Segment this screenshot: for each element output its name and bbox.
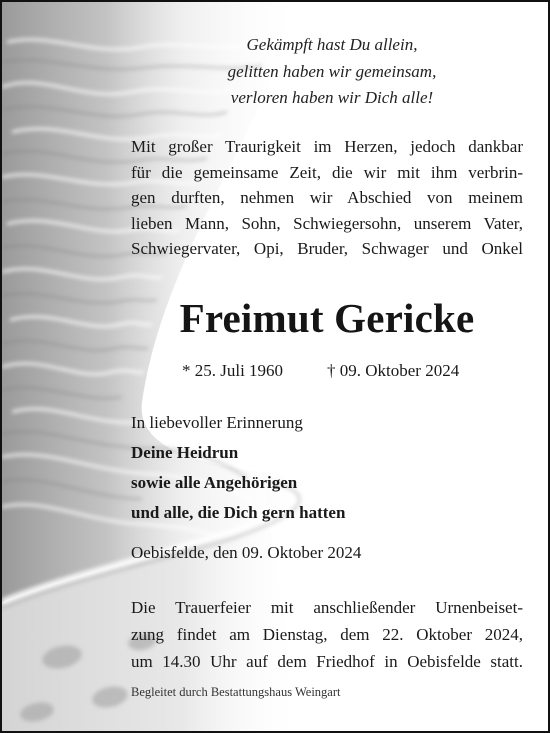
funeral-line: um 14.30 Uhr auf dem Friedhof in Oebisfelde statt. bbox=[131, 652, 523, 671]
signatory: und alle, die Dich gern hatten bbox=[131, 503, 346, 522]
memory-intro: In liebevoller Erinnerung bbox=[131, 413, 303, 432]
poem-line: Gekämpft hast Du allein, bbox=[246, 35, 418, 54]
undertaker-credit: Begleitet durch Bestattungshaus Weingart bbox=[131, 685, 341, 699]
signatory: sowie alle Angehörigen bbox=[131, 473, 298, 492]
funeral-line: Die Trauerfeier mit anschließender Urnenbeiset- bbox=[131, 598, 523, 617]
death-date: † 09. Oktober 2024 bbox=[327, 361, 460, 380]
mourners-block bbox=[131, 408, 511, 528]
birth-date: * 25. Juli 1960 bbox=[182, 361, 284, 380]
funeral-line: zung findet am Dienstag, dem 22. Oktober 2024, bbox=[131, 625, 523, 644]
intro-line: Mit großer Traurigkeit im Herzen, jedoch dankbar bbox=[131, 137, 523, 156]
intro-line: für die gemeinsame Zeit, die wir mit ihm verbrin- bbox=[131, 162, 523, 182]
place-date: Oebisfelde, den 09. Oktober 2024 bbox=[131, 543, 362, 562]
intro-line: lieben Mann, Sohn, Schwiegersohn, unserem Vater, bbox=[131, 213, 523, 233]
notice-content bbox=[2, 2, 550, 733]
funeral-info bbox=[131, 594, 523, 675]
intro-line: gen durften, nehmen wir Abschied von meinem bbox=[131, 188, 523, 207]
poem-line: gelitten haben wir gemeinsam, bbox=[227, 61, 437, 81]
poem bbox=[182, 32, 482, 112]
intro-text bbox=[131, 134, 523, 262]
deceased-name: Freimut Gericke bbox=[179, 295, 475, 341]
intro-line: Schwiegervater, Opi, Bruder, Schwager und Onkel bbox=[131, 239, 523, 258]
poem-line: verloren haben wir Dich alle! bbox=[230, 88, 434, 107]
signatory: Deine Heidrun bbox=[131, 443, 239, 462]
